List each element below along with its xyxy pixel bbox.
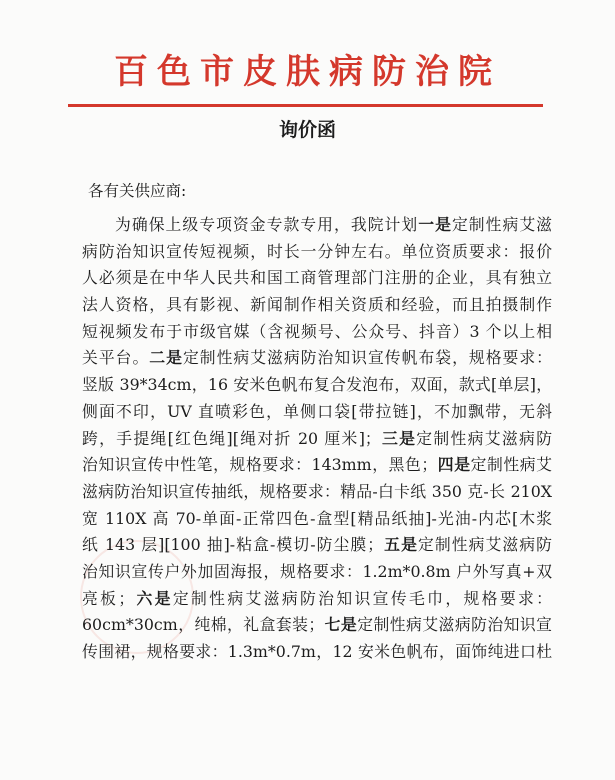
- body-text-segment: 定制性病艾滋病防治知识宣传毛巾，规格要求：: [172, 588, 552, 608]
- body-text-line: [82, 212, 552, 239]
- body-text-line: [82, 426, 552, 453]
- item-ordinal-bold: 一是: [418, 215, 452, 234]
- body-text-segment: 60cm*30cm，纯棉，礼盒套装；: [82, 615, 325, 635]
- body-text-segment: 侧面不印，UV 直喷彩色，单侧口袋[带拉链]，不加飘带，无斜: [82, 401, 552, 421]
- body-text-line: [82, 639, 552, 666]
- body-text-segment: 定制性病艾: [470, 455, 552, 475]
- body-text-segment: 法人资格，具有影视、新闻制作相关资质和经验，而且拍摄制作: [82, 295, 552, 315]
- body-text-segment: 竖版 39*34cm，16 安米色帆布复合发泡布，双面，款式[单层]，: [82, 375, 552, 395]
- body-text-segment: 病防治知识宣传短视频，时长一分钟左右。单位资质要求：报价: [82, 241, 552, 261]
- body-text-segment: 定制性病艾滋病防治知识宣传帆布袋，规格要求：: [182, 348, 552, 368]
- item-ordinal-bold: 四是: [437, 455, 471, 475]
- letter-body: [82, 212, 552, 666]
- item-ordinal-bold: 六是: [134, 588, 173, 608]
- letterhead-red-rule: [68, 104, 543, 107]
- body-text-segment: 跨，手提绳[红色绳][绳对折 20 厘米]；: [82, 428, 381, 448]
- body-text-line: [82, 399, 552, 426]
- body-text-segment: 宽 110X 高 70-单面-正常四色-盒型[精品纸抽]-光油-内芯[木浆: [82, 508, 552, 528]
- body-text-segment: 治知识宣传户外加固海报，规格要求：1.2m*0.8m 户外写真+双: [82, 561, 552, 581]
- body-text-segment: 短视频发布于市级官媒（含视频号、公众号、抖音）3 个以上相: [82, 321, 552, 341]
- body-text-segment: 定制性病艾滋病防: [416, 428, 552, 448]
- body-text-segment: 为确保上级专项资金专款专用，我院计划: [115, 215, 419, 234]
- body-text-line: [82, 452, 552, 479]
- organization-letterhead: 百色市皮肤病防治院: [114, 52, 501, 92]
- body-text-segment: 定制性病艾滋病防治知识宣: [357, 615, 552, 635]
- body-text-line: [82, 479, 552, 506]
- body-text-segment: 定制性病艾滋病防: [417, 535, 552, 555]
- body-text-segment: 传围裙，规格要求：1.3m*0.7m，12 安米色帆布，面饰纯进口杜: [82, 642, 552, 661]
- salutation: 各有关供应商:: [88, 182, 187, 200]
- item-ordinal-bold: 三是: [380, 428, 417, 448]
- document-title: 询价函: [278, 119, 336, 141]
- body-text-segment: 纸 143 层][100 抽]-粘盒-模切-防尘膜；: [82, 535, 384, 555]
- body-text-segment: 定制性病艾滋: [451, 215, 552, 234]
- body-text-line: [82, 292, 552, 319]
- body-text-line: [82, 586, 552, 613]
- body-text-line: [82, 506, 552, 533]
- body-text-segment: 治知识宣传中性笔，规格要求：143mm，黑色；: [82, 455, 438, 475]
- body-text-line: [82, 559, 552, 586]
- body-text-segment: 关平台。: [82, 348, 150, 368]
- body-text-line: [82, 372, 552, 399]
- item-ordinal-bold: 五是: [383, 535, 418, 555]
- body-text-line: [82, 612, 552, 639]
- item-ordinal-bold: 七是: [324, 615, 358, 635]
- body-text-segment: 人必须是在中华人民共和国工商管理部门注册的企业，具有独立: [82, 268, 552, 288]
- body-text-line: [82, 239, 552, 266]
- body-text-line: [82, 345, 552, 372]
- item-ordinal-bold: 二是: [149, 348, 183, 368]
- body-text-line: [82, 532, 552, 559]
- body-text-line: [82, 319, 552, 346]
- body-text-segment: 滋病防治知识宣传抽纸，规格要求：精品-白卡纸 350 克-长 210X: [82, 481, 552, 501]
- body-text-segment: 亮板；: [82, 588, 135, 608]
- body-text-line: [82, 265, 552, 292]
